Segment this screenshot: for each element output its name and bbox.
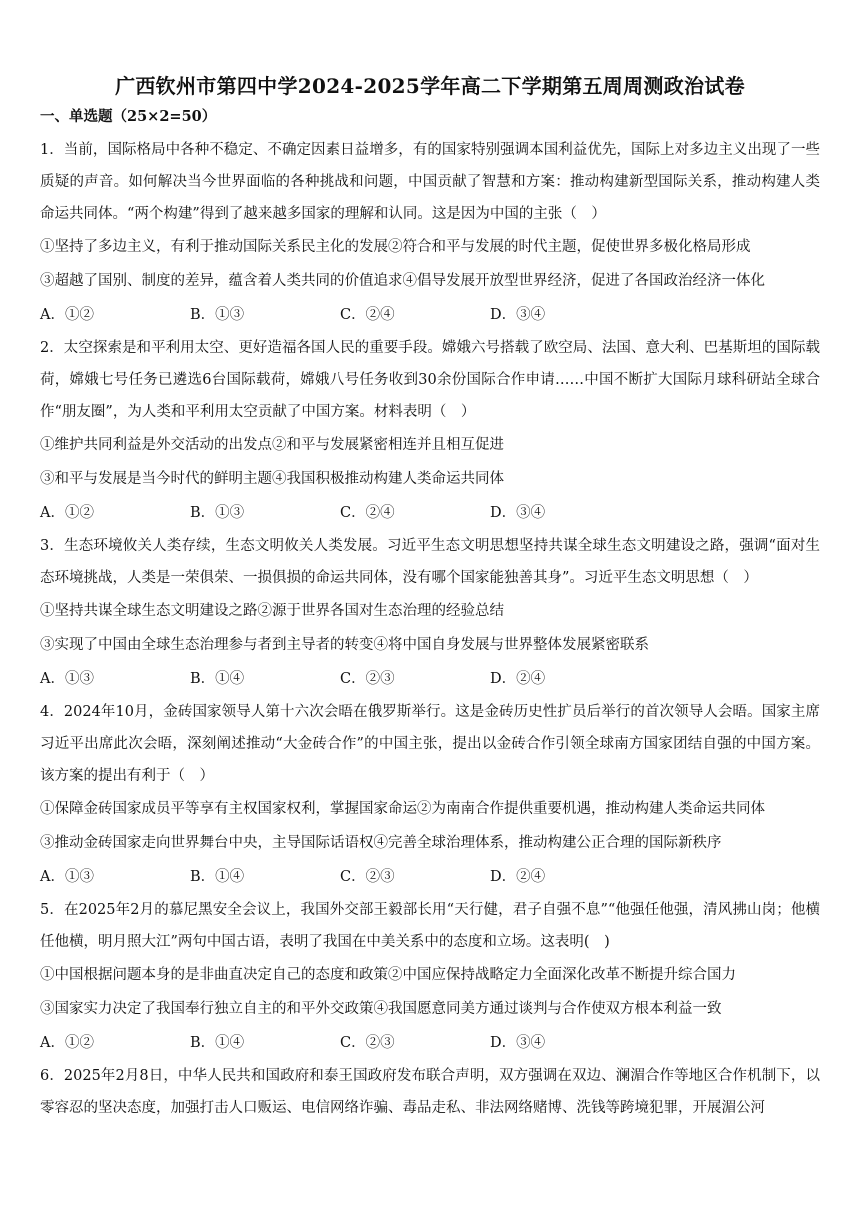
choice-c[interactable]: C．②③ (340, 869, 395, 885)
answer-choices (40, 1026, 820, 1060)
question-stem: 5．在2025年2月的慕尼黑安全会议上，我国外交部王毅部长用“天行健，君子自强不息”“他强任他强，清风拂山岗；他横任他横，明月照大江”两句中国古语，表明了我国在中美关系中的态度和立场。这表明( ) (40, 902, 820, 950)
choice-d[interactable]: D．②④ (490, 671, 546, 687)
statement-line: ①保障金砖国家成员平等享有主权国家权利，掌握国家命运②为南南合作提供重要机遇，推动构建人类命运共同体 (40, 801, 765, 817)
choice-b[interactable]: B．①③ (190, 505, 245, 521)
answer-choices (40, 496, 820, 530)
choice-a[interactable]: A．①③ (40, 869, 94, 885)
section-heading: 一、单选题（25×2=50） (40, 108, 217, 125)
choice-a[interactable]: A．①② (40, 307, 94, 323)
question-6 (40, 1060, 820, 1124)
question-stem: 4．2024年10月，金砖国家领导人第十六次会晤在俄罗斯举行。这是金砖历史性扩员后举行的首次领导人会晤。国家主席习近平出席此次会晤，深刻阐述推动“大金砖合作”的中国主张，提出以金砖合作引领全球南方国家团结自强的中国方案。该方案的提出有利于（ ） (40, 704, 820, 784)
statement-line: ①坚持了多边主义，有利于推动国际关系民主化的发展②符合和平与发展的时代主题，促使世界多极化格局形成 (40, 239, 751, 255)
statement-line: ③和平与发展是当今时代的鲜明主题④我国积极推动构建人类命运共同体 (40, 471, 504, 487)
choice-b[interactable]: B．①④ (190, 869, 245, 885)
choice-a[interactable]: A．①② (40, 505, 94, 521)
choice-d[interactable]: D．③④ (490, 1035, 546, 1051)
choice-d[interactable]: D．③④ (490, 505, 546, 521)
choice-d[interactable]: D．②④ (490, 869, 546, 885)
statement-line: ③国家实力决定了我国奉行独立自主的和平外交政策④我国愿意同美方通过谈判与合作使双方根本利益一致 (40, 1001, 722, 1017)
choice-b[interactable]: B．①④ (190, 671, 245, 687)
document-title: 广西钦州市第四中学2024-2025学年高二下学期第五周周测政治试卷 (115, 74, 745, 98)
question-2 (40, 332, 820, 530)
statement-line: ③超越了国别、制度的差异，蕴含着人类共同的价值追求④倡导发展开放型世界经济，促进了各国政治经济一体化 (40, 273, 765, 289)
question-stem: 2．太空探索是和平利用太空、更好造福各国人民的重要手段。嫦娥六号搭载了欧空局、法国、意大利、巴基斯坦的国际载荷，嫦娥七号任务已遴选6台国际载荷，嫦娥八号任务收到30余份国际合作申请……中国不断扩大国际月球科研站全球合作“朋友圈”，为人类和平利用太空贡献了中国方案。材料表明（ ） (40, 340, 820, 420)
statement-line: ①坚持共谋全球生态文明建设之路②源于世界各国对生态治理的经验总结 (40, 603, 504, 619)
question-1 (40, 134, 820, 332)
choice-a[interactable]: A．①② (40, 1035, 94, 1051)
question-stem: 6．2025年2月8日，中华人民共和国政府和泰王国政府发布联合声明，双方强调在双边、澜湄合作等地区合作机制下，以零容忍的坚决态度，加强打击人口贩运、电信网络诈骗、毒品走私、非法网络赌博、洗钱等跨境犯罪，开展湄公河 (40, 1068, 820, 1116)
question-stem: 1．当前，国际格局中各种不稳定、不确定因素日益增多，有的国家特别强调本国利益优先，国际上对多边主义出现了一些质疑的声音。如何解决当今世界面临的各种挑战和问题，中国贡献了智慧和方案：推动构建新型国际关系，推动构建人类命运共同体。“两个构建”得到了越来越多国家的理解和认同。这是因为中国的主张（ ） (40, 142, 820, 222)
choice-c[interactable]: C．②③ (340, 1035, 395, 1051)
choice-a[interactable]: A．①③ (40, 671, 94, 687)
answer-choices (40, 662, 820, 696)
question-4 (40, 696, 820, 894)
choice-b[interactable]: B．①④ (190, 1035, 245, 1051)
statement-line: ③推动金砖国家走向世界舞台中央，主导国际话语权④完善全球治理体系，推动构建公正合理的国际新秩序 (40, 835, 722, 851)
choice-c[interactable]: C．②④ (340, 307, 395, 323)
answer-choices (40, 298, 820, 332)
statement-line: ①维护共同利益是外交活动的出发点②和平与发展紧密相连并且相互促进 (40, 437, 504, 453)
choice-d[interactable]: D．③④ (490, 307, 546, 323)
question-3 (40, 530, 820, 696)
choice-c[interactable]: C．②④ (340, 505, 395, 521)
question-5 (40, 894, 820, 1060)
choice-c[interactable]: C．②③ (340, 671, 395, 687)
question-stem: 3．生态环境攸关人类存续，生态文明攸关人类发展。习近平生态文明思想坚持共谋全球生态文明建设之路，强调“面对生态环境挑战，人类是一荣俱荣、一损俱损的命运共同体，没有哪个国家能独善其身”。习近平生态文明思想（ ） (40, 538, 820, 586)
answer-choices (40, 860, 820, 894)
choice-b[interactable]: B．①③ (190, 307, 245, 323)
statement-line: ①中国根据问题本身的是非曲直决定自己的态度和政策②中国应保持战略定力全面深化改革不断提升综合国力 (40, 967, 736, 983)
statement-line: ③实现了中国由全球生态治理参与者到主导者的转变④将中国自身发展与世界整体发展紧密联系 (40, 637, 649, 653)
